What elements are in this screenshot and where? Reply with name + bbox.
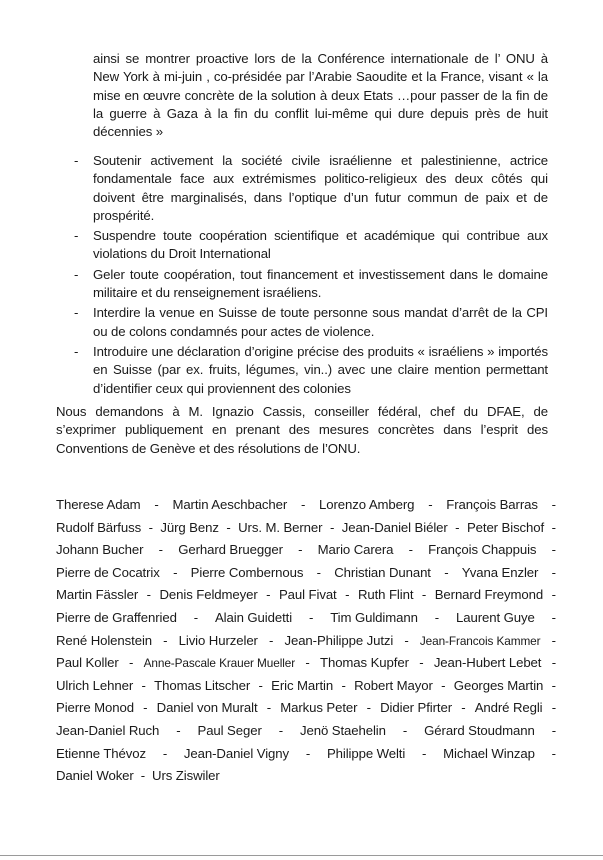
signatory-name: Christian Dunant [334, 564, 431, 580]
signatory-name: Jean-Daniel Ruch [56, 722, 160, 738]
signatory-name: Laurent Guye [456, 609, 535, 625]
signatory-name: Jean-Hubert Lebet [433, 655, 542, 671]
signatories-row [56, 654, 556, 677]
signatory-name: François Barras [446, 497, 538, 512]
name-separator: - [226, 519, 231, 535]
signatory-name: Mario Carera [317, 542, 394, 558]
signatory-name: François Chappuis [428, 542, 537, 558]
signatory-name: Eric Martin [271, 677, 334, 693]
name-separator: - [551, 564, 556, 580]
demand-paragraph: Nous demandons à M. Ignazio Cassis, conseiller fédéral, chef du DFAE, de s’exprimer publiquement en prenant des mesures concrètes dans l’esprit des Conventions de Genève et des résolutions de l’ONU. [56, 404, 548, 456]
signatory-name: Jenö Staehelin [300, 722, 386, 738]
signatory-name: Didier Pfirter [380, 700, 453, 716]
signatories-row [56, 564, 556, 587]
signatories-row [56, 632, 556, 655]
bullet-item [74, 266, 548, 303]
signatory-name: Thomas Kupfer [320, 655, 409, 671]
name-separator: - [408, 542, 413, 558]
signatory-name: Philippe Welti [326, 745, 406, 761]
signatories-row [56, 677, 556, 700]
name-separator: - [404, 632, 409, 648]
signatories-list [56, 496, 556, 790]
signatories-row [56, 745, 556, 768]
name-separator: - [148, 519, 153, 535]
name-separator: - [176, 722, 181, 738]
bullet-item [74, 152, 548, 225]
name-separator: - [298, 542, 303, 558]
bullet-text: Soutenir activement la société civile israélienne et palestinienne, actrice fondamentale face aux extrémismes politico-religieux des deux côtés qui doivent être marginalisés, dans l’optique d’un futur commun de paix et de prospérité. [93, 153, 548, 223]
name-separator: - [428, 497, 433, 512]
name-separator: - [551, 745, 556, 761]
name-separator: - [266, 587, 271, 603]
name-separator: - [316, 564, 321, 580]
name-separator: - [419, 655, 424, 671]
name-separator: - [278, 722, 284, 738]
name-separator: - [551, 655, 556, 671]
bullet-dash: - [74, 266, 79, 282]
bullet-item [74, 304, 548, 341]
name-separator: - [434, 609, 440, 625]
signatory-name: Jean-Francois Kammer [419, 633, 541, 648]
bullet-dash: - [74, 228, 79, 244]
signatory-name: Michael Winzap [443, 745, 535, 761]
name-separator: - [551, 722, 556, 738]
signatory-name: Peter Bischof [466, 519, 545, 535]
name-separator: - [163, 632, 168, 648]
signatory-name: Paul Seger [197, 722, 262, 738]
name-separator: - [345, 587, 350, 603]
name-separator: - [341, 677, 346, 693]
name-separator: - [461, 700, 466, 716]
signatory-name: Denis Feldmeyer [159, 587, 258, 603]
signatory-name: Urs Ziswiler [152, 768, 220, 784]
name-separator: - [551, 497, 556, 512]
signatories-row [56, 586, 556, 609]
name-separator: - [551, 632, 556, 648]
signatory-name: Daniel Woker [56, 768, 134, 784]
signatory-name: Therese Adam [56, 497, 141, 512]
name-separator: - [173, 564, 178, 580]
bullet-dash: - [74, 153, 79, 168]
signatory-name: Martin Fässler [56, 587, 139, 603]
name-separator: - [329, 519, 335, 535]
name-separator: - [402, 722, 408, 738]
signatories-row [56, 519, 556, 542]
name-separator: - [140, 768, 146, 784]
name-separator: - [551, 609, 556, 625]
signatory-name: Rudolf Bärfuss [56, 519, 142, 535]
bullet-text: Suspendre toute coopération scientifique et académique qui contribue aux violations du Droit International [93, 228, 548, 262]
signatories-row [56, 767, 556, 790]
signatory-name: Tim Guldimann [330, 609, 418, 625]
name-separator: - [258, 677, 263, 693]
bullet-item [74, 343, 548, 398]
bullet-text: Interdire la venue en Suisse de toute personne sous mandat d’arrêt de la CPI ou de colons condamnés pour actes de violence. [93, 305, 548, 339]
signatory-name: Anne-Pascale Krauer Mueller [143, 656, 296, 671]
bullet-text: Introduire une déclaration d’origine précise des produits « israéliens » importés en Suisse (par ex. fruits, légumes, vin..) avec une claire mention permettant d’identifier ceux qui proviennent des colonies [93, 343, 548, 396]
name-separator: - [158, 542, 163, 558]
name-separator: - [551, 519, 556, 535]
signatory-name: Jean-Daniel Biéler [341, 519, 448, 535]
name-separator: - [422, 745, 427, 761]
signatory-name: Jürg Benz [160, 519, 219, 535]
name-separator: - [141, 677, 146, 693]
bullet-item [74, 227, 548, 264]
name-separator: - [308, 609, 314, 625]
name-separator: - [551, 542, 556, 558]
name-separator: - [455, 519, 460, 535]
signatories-row [56, 699, 556, 722]
signatory-name: Georges Martin [453, 677, 544, 693]
signatory-name: Ruth Flint [357, 587, 414, 603]
signatory-name: Jean-Daniel Vigny [183, 745, 290, 761]
signatory-name: René Holenstein [56, 632, 153, 648]
signatory-name: Bernard Freymond [434, 587, 544, 603]
signatory-name: Yvana Enzler [461, 564, 539, 580]
signatory-name: Thomas Litscher [154, 677, 251, 693]
name-separator: - [551, 677, 556, 693]
signatory-name: Ulrich Lehner [56, 677, 134, 693]
intro-paragraph: ainsi se montrer proactive lors de la Conférence internationale de l’ ONU à New York à mi-juin , co-présidée par l’Arabie Saoudite et la France, visant « la mise en œuvre concrète de la solution à deux Etats …pour passer de la fin de la guerre à Gaza à la fin du conflit lui-même qui dure depuis près de huit décennies » [93, 51, 548, 140]
name-separator: - [129, 655, 134, 671]
signatory-name: Pierre Monod [56, 700, 134, 716]
signatory-name: Gerhard Bruegger [178, 542, 283, 558]
name-separator: - [300, 497, 306, 512]
signatory-name: Pierre de Cocatrix [56, 564, 160, 580]
signatory-name: Gérard Stoudmann [424, 722, 535, 738]
name-separator: - [266, 700, 272, 716]
signatory-name: Martin Aeschbacher [172, 497, 288, 512]
bullet-dash: - [74, 343, 79, 359]
name-separator: - [551, 587, 556, 603]
name-separator: - [269, 632, 274, 648]
name-separator: - [154, 497, 159, 512]
name-separator: - [193, 609, 199, 625]
signatory-name: Alain Guidetti [214, 609, 293, 625]
signatories-row [56, 609, 556, 632]
bullet-text: Geler toute coopération, tout financement et investissement dans le domaine militaire et du renseignement israéliens. [93, 266, 548, 301]
signatory-name: Johann Bucher [56, 542, 144, 558]
name-separator: - [366, 700, 371, 716]
signatories-row [56, 541, 556, 564]
signatories-row [56, 496, 556, 519]
demands-bullet-list [74, 152, 548, 400]
signatory-name: Lorenzo Amberg [319, 497, 415, 512]
page-bottom-divider [0, 855, 603, 856]
signatory-name: Markus Peter [280, 700, 358, 716]
bullet-dash: - [74, 305, 79, 321]
name-separator: - [421, 587, 427, 603]
signatory-name: Jean-Philippe Jutzi [284, 632, 394, 648]
signatory-name: Paul Fivat [278, 587, 337, 603]
name-separator: - [305, 655, 310, 671]
signatory-name: Paul Koller [56, 655, 119, 671]
name-separator: - [146, 587, 151, 603]
signatory-name: Pierre de Graffenried [56, 609, 177, 625]
signatory-name: Robert Mayor [354, 677, 433, 693]
signatory-name: Urs. M. Berner [238, 519, 323, 535]
signatory-name: Etienne Thévoz [56, 745, 146, 761]
signatory-name: Livio Hurzeler [178, 632, 258, 648]
signatory-name: Daniel von Muralt [156, 700, 258, 716]
name-separator: - [444, 564, 449, 580]
signatory-name: André Regli [474, 700, 543, 716]
name-separator: - [441, 677, 446, 693]
name-separator: - [551, 700, 556, 716]
name-separator: - [143, 700, 148, 716]
name-separator: - [305, 745, 311, 761]
name-separator: - [162, 745, 168, 761]
signatory-name: Pierre Combernous [190, 564, 304, 580]
signatories-row [56, 722, 556, 745]
